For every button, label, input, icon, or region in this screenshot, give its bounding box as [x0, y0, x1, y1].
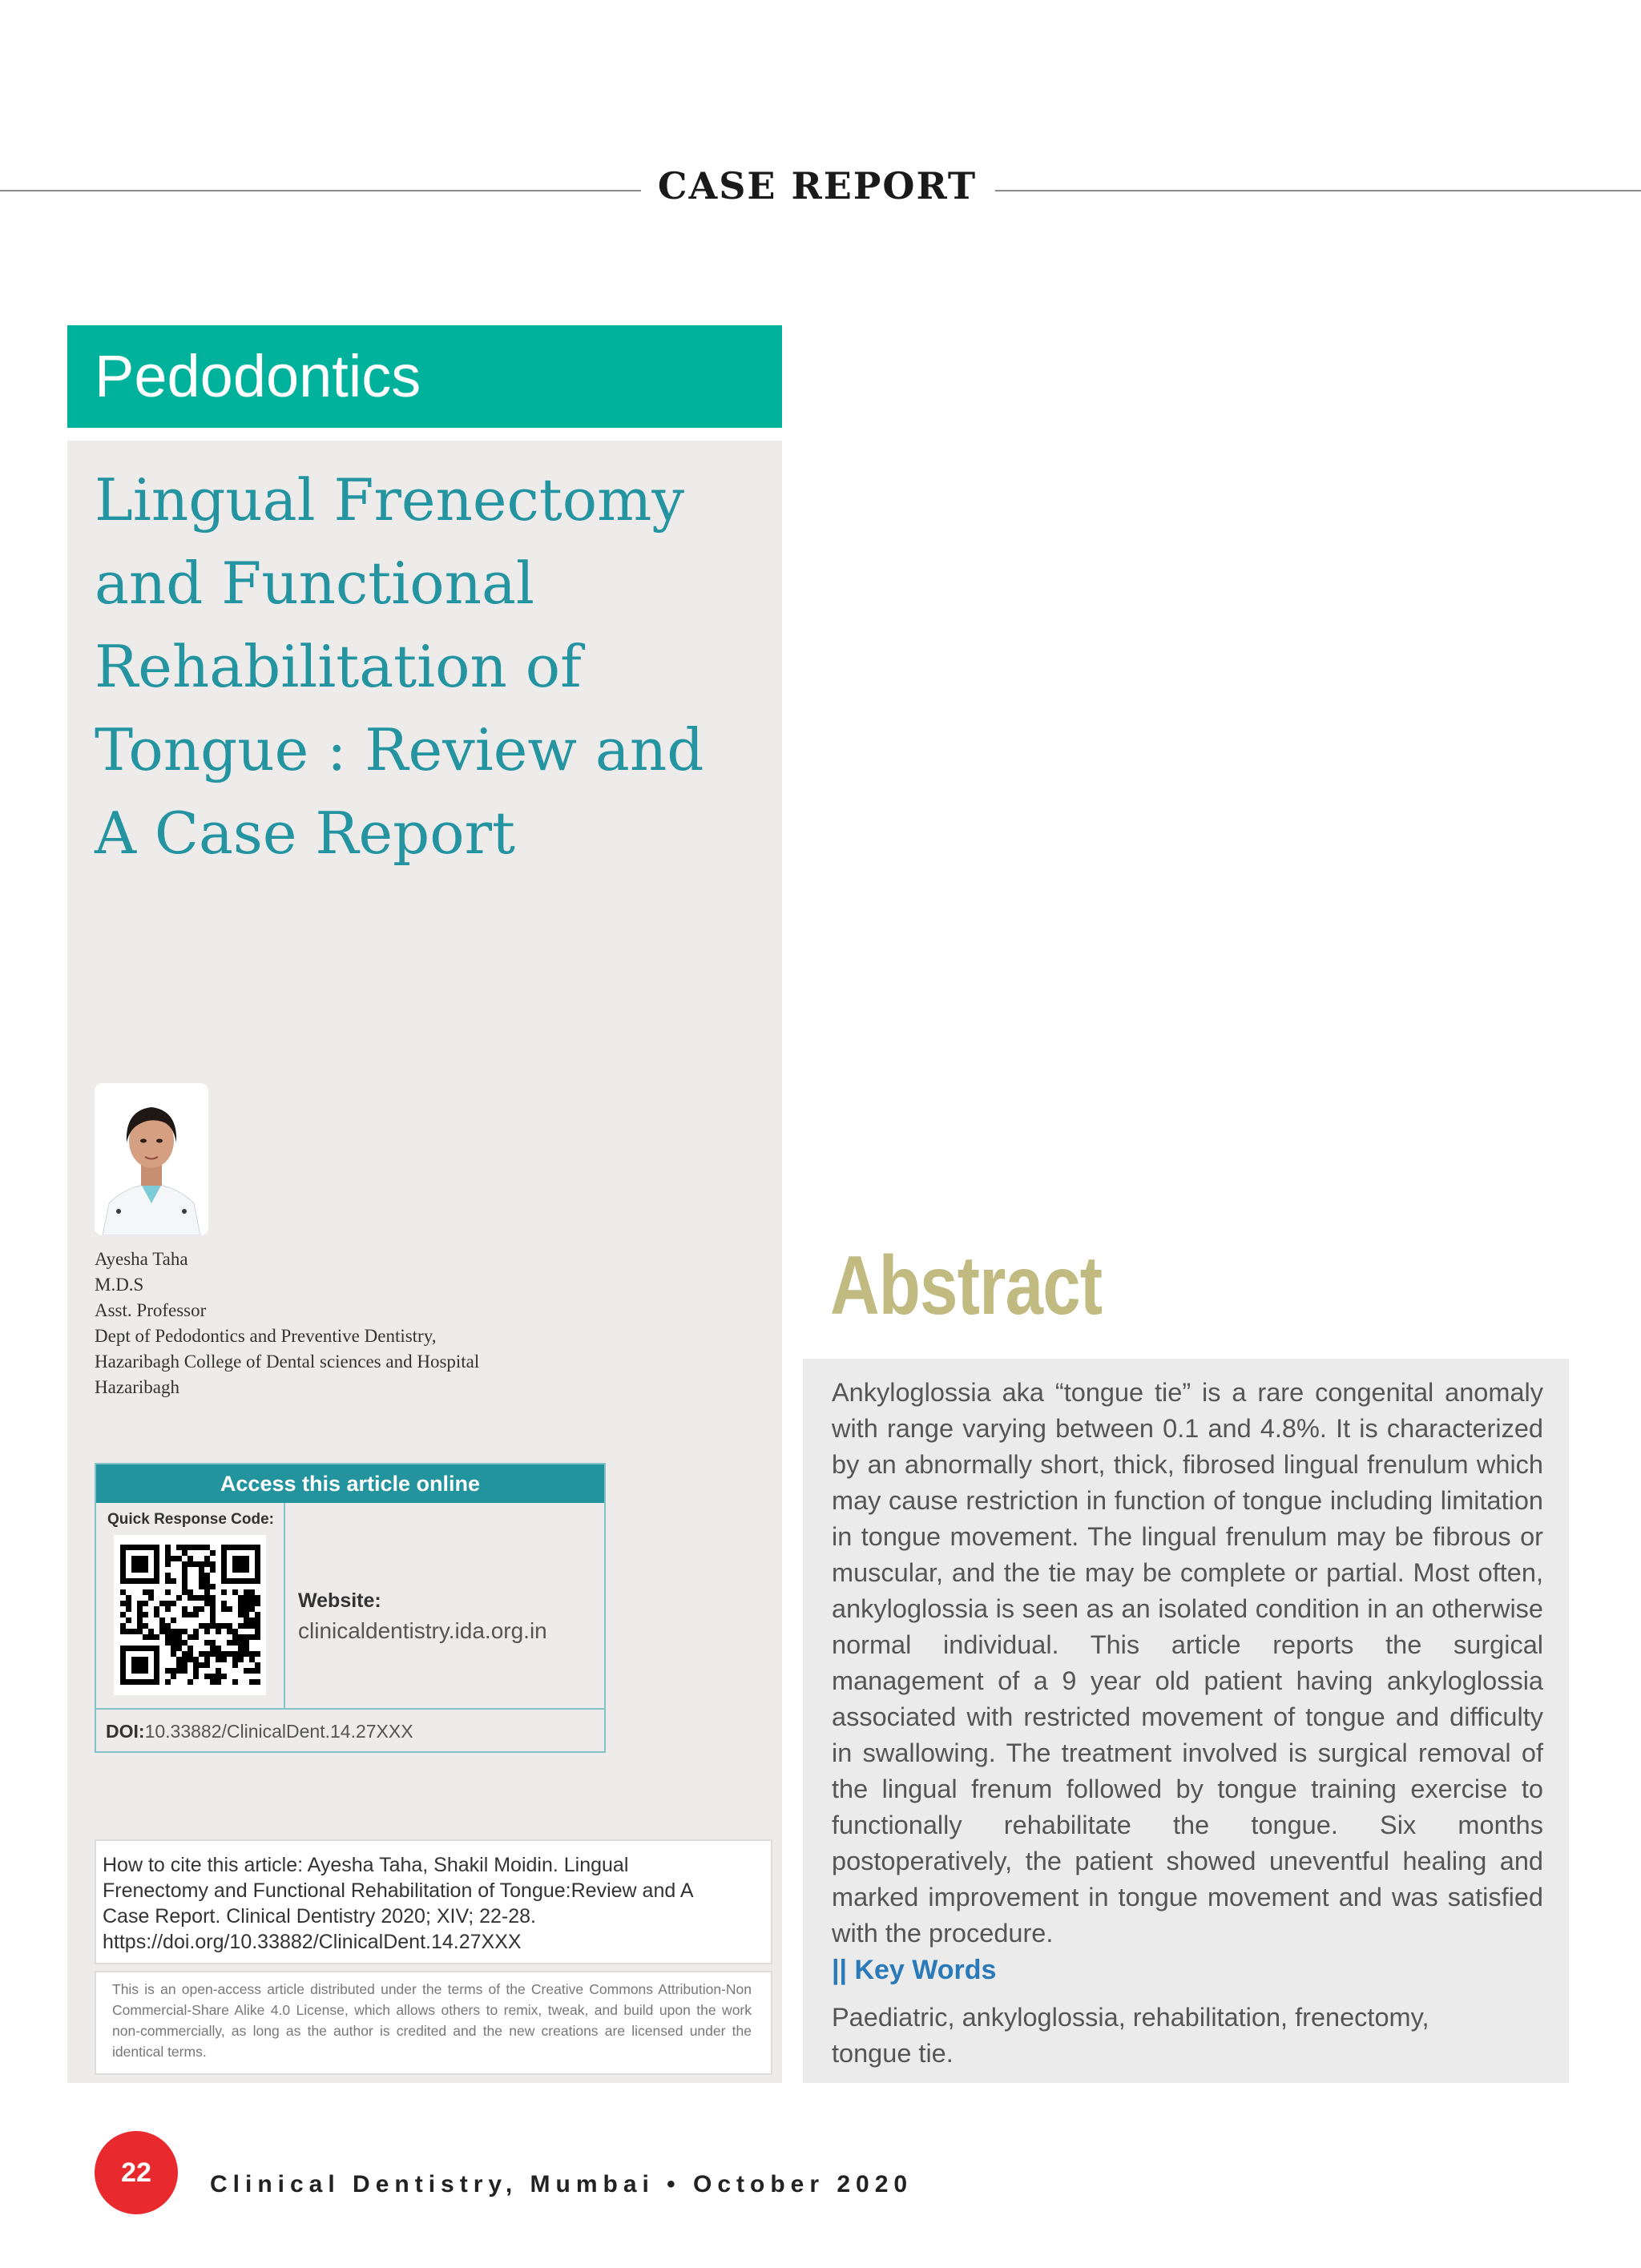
- doi-line: [106, 1721, 413, 1742]
- author-department: Dept of Pedodontics and Preventive Dentistry,: [95, 1326, 437, 1346]
- citation-line: Case Report. Clinical Dentistry 2020; XIV; 22-28.: [103, 1905, 536, 1928]
- qr-label: Quick Response Code:: [107, 1511, 274, 1528]
- title-line: Lingual Frenectomy: [95, 466, 685, 534]
- section-label: CASE REPORT: [657, 164, 978, 207]
- author-name: Ayesha Taha: [95, 1249, 188, 1269]
- access-heading: Access this article online: [96, 1464, 604, 1503]
- keywords-line: Paediatric, ankyloglossia, rehabilitation, frenectomy,: [832, 2003, 1429, 2032]
- abstract-body: Ankyloglossia aka “tongue tie” is a rare congenital anomaly with range varying between 0.1 and 4.8%. It is characterized by an abnormally short, thick, fibrosed lingual frenulum which may cause restriction in function of tongue including limitation in tongue movement. The lingual frenulum may be fibrous or muscular, and the tie may be complete or partial. Most often, ankyloglossia is seen as an isolated condition in an otherwise normal individual. This article reports the surgical management of a 9 year old patient having ankyloglossia associated with restricted movement of tongue and difficulty in swallowing. The treatment involved is surgical removal of the lingual frenum followed by tongue training exercise to functionally rehabilitate the tongue. Six months postoperatively, the patient showed uneventful healing and marked improvement in tongue movement and was satisfied with the procedure.: [832, 1378, 1543, 1948]
- citation-line: How to cite this article: Ayesha Taha, Shakil Moidin. Lingual: [103, 1854, 629, 1876]
- author-degree: M.D.S: [95, 1275, 144, 1295]
- keywords-list: [832, 2000, 1537, 2072]
- journal-footer: Clinical Dentistry, Mumbai • October 2020: [210, 2171, 913, 2198]
- author-institution: Hazaribagh College of Dental sciences and Hospital: [95, 1352, 480, 1372]
- author-city: Hazaribagh: [95, 1377, 179, 1397]
- abstract-heading: Abstract: [830, 1239, 1103, 1332]
- header-rule-right: [995, 190, 1641, 191]
- author-position: Asst. Professor: [95, 1300, 207, 1320]
- author-portrait-image: [95, 1083, 208, 1235]
- keywords-line: tongue tie.: [832, 2039, 954, 2068]
- title-line: A Case Report: [95, 800, 515, 867]
- author-info: [95, 1247, 655, 1400]
- keywords-heading: || Key Words: [832, 1955, 997, 1985]
- specialty-banner: Pedodontics: [67, 325, 782, 428]
- title-line: and Functional: [95, 550, 534, 617]
- header-rule-left: [0, 190, 641, 191]
- qr-code-graphic: [114, 1535, 266, 1695]
- title-line: Rehabilitation of: [95, 633, 582, 700]
- page-number-badge: 22: [95, 2131, 178, 2214]
- citation-box: [95, 1839, 772, 1964]
- website-label: Website:: [298, 1589, 381, 1612]
- access-online-box: [95, 1463, 606, 1753]
- doi-label: DOI:: [106, 1721, 145, 1742]
- qr-column: [96, 1503, 285, 1708]
- author-photo: [95, 1083, 208, 1235]
- doi-link[interactable]: 10.33882/ClinicalDent.14.27XXX: [144, 1721, 413, 1742]
- website-link[interactable]: clinicaldentistry.ida.org.in: [298, 1618, 547, 1643]
- qr-code-icon[interactable]: [114, 1535, 266, 1695]
- title-line: Tongue : Review and: [95, 716, 704, 784]
- citation-doi-link[interactable]: https://doi.org/10.33882/ClinicalDent.14.27XXX: [103, 1931, 522, 1953]
- article-title: [95, 458, 752, 875]
- citation-line: Frenectomy and Functional Rehabilitation of Tongue:Review and A: [103, 1879, 694, 1902]
- access-body: [96, 1503, 604, 1710]
- license-box: This is an open-access article distributed under the terms of the Creative Commons Attribution-Non Commercial-Share Alike 4.0 License, which allows others to remix, tweak, and build upon the work non-commercially, as long as the author is credited and the new creations are licensed under the identical terms.: [95, 1971, 772, 2075]
